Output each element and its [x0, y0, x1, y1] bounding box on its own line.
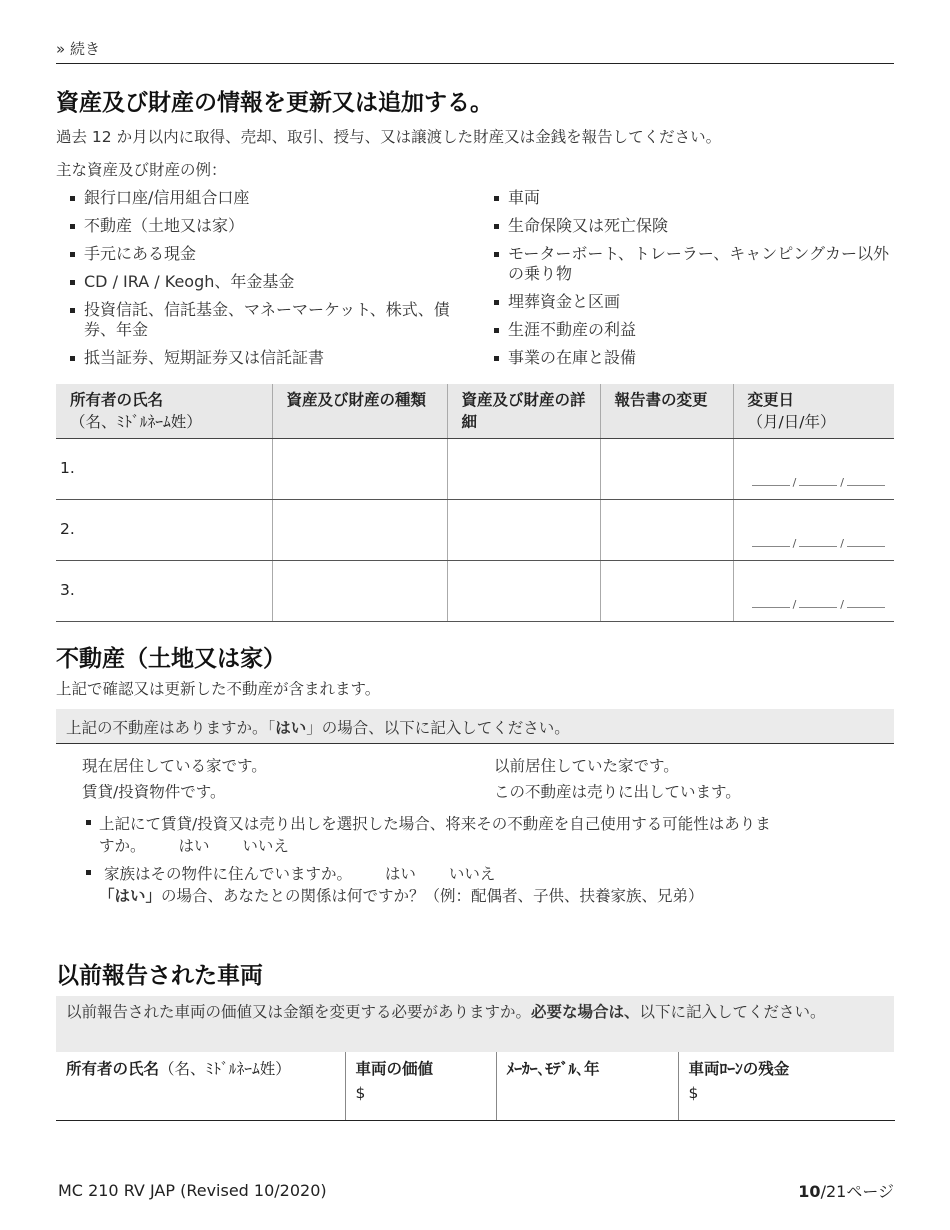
list-item: モーターボート、トレーラー、キャンピングカー以外の乗り物	[494, 244, 894, 284]
vehicles-question-band	[56, 996, 894, 1052]
type-cell[interactable]	[272, 561, 447, 622]
future-use-no[interactable]: いいえ	[242, 837, 289, 855]
real-estate-question: 上記の不動産はありますか。「はい」の場合、以下に記入してください。	[66, 719, 570, 737]
real-estate-question-band	[56, 709, 894, 744]
table-header-row	[56, 1052, 895, 1082]
detail-cell[interactable]	[447, 500, 600, 561]
list-item: 車両	[494, 188, 894, 208]
change-cell[interactable]	[600, 500, 733, 561]
option-for-sale[interactable]: この不動産は売りに出しています。	[494, 783, 741, 801]
page-number: 10/21ページ	[798, 1182, 894, 1201]
table-row	[56, 561, 894, 622]
future-use-question-cont: すか。 はい いいえ	[99, 837, 289, 855]
form-id: MC 210 RV JAP (Revised 10/2020)	[58, 1181, 327, 1200]
date-cell[interactable]: / /	[733, 561, 894, 622]
type-cell[interactable]	[272, 439, 447, 500]
table-row	[56, 500, 894, 561]
list-item: 生涯不動産の利益	[494, 320, 894, 340]
header-rule	[56, 63, 894, 64]
date-cell[interactable]: / /	[733, 439, 894, 500]
table-header-row	[56, 384, 894, 439]
list-item: 銀行口座/信用組合口座	[70, 188, 470, 208]
vehicle-loan-header: 車両ﾛｰﾝの残金	[688, 1060, 790, 1078]
list-item: CD / IRA / Keogh、年金基金	[70, 272, 470, 292]
list-item: 事業の在庫と設備	[494, 348, 894, 368]
col-owner-header: 所有者の氏名 （名、ﾐﾄﾞﾙﾈｰﾑ姓）	[56, 384, 272, 439]
real-estate-intro: 上記で確認又は更新した不動産が含まれます。	[56, 680, 381, 698]
relationship-question: 「はい」の場合、あなたとの関係は何ですか？（例：配偶者、子供、扶養家族、兄弟）	[99, 887, 704, 905]
detail-cell[interactable]	[447, 439, 600, 500]
list-item: 抵当証券、短期証券又は信託証書	[70, 348, 470, 368]
vehicle-value-cell[interactable]: $	[345, 1082, 496, 1121]
examples-list-left	[70, 188, 470, 376]
option-current-home[interactable]: 現在居住している家です。	[82, 757, 267, 775]
col-date-header: 変更日 （月/日/年）	[733, 384, 894, 439]
type-cell[interactable]	[272, 500, 447, 561]
col-change-header: 報告書の変更	[600, 384, 733, 439]
list-item: 埋葬資金と区画	[494, 292, 894, 312]
table-row	[56, 439, 894, 500]
list-item: 投資信託、信託基金、マネーマーケット、株式、債券、年金	[70, 300, 470, 340]
change-cell[interactable]	[600, 439, 733, 500]
change-cell[interactable]	[600, 561, 733, 622]
list-item: 不動産（土地又は家）	[70, 216, 470, 236]
col-detail-header: 資産及び財産の詳細	[447, 384, 600, 439]
col-type-header: 資産及び財産の種類	[272, 384, 447, 439]
vehicle-owner-cell[interactable]	[56, 1082, 345, 1121]
option-rental[interactable]: 賃貸/投資物件です。	[82, 783, 226, 801]
vehicles-table	[56, 1052, 895, 1121]
list-item: 生命保険又は死亡保険	[494, 216, 894, 236]
future-use-yes[interactable]: はい	[178, 837, 210, 855]
continued-label: » 続き	[56, 40, 100, 58]
examples-list-right	[494, 188, 894, 376]
owner-cell[interactable]: 3.	[56, 561, 272, 622]
vehicles-title: 以前報告された車両	[56, 963, 263, 989]
list-item: 手元にある現金	[70, 244, 470, 264]
option-former-home[interactable]: 以前居住していた家です。	[494, 757, 679, 775]
vehicle-value-header: 車両の価値	[345, 1052, 496, 1082]
vehicles-question: 以前報告された車両の価値又は金額を変更する必要がありますか。必要な場合は、以下に記入してください。	[66, 1003, 826, 1021]
owner-cell[interactable]: 1.	[56, 439, 272, 500]
detail-cell[interactable]	[447, 561, 600, 622]
assets-table	[56, 384, 894, 622]
vehicle-make-cell[interactable]	[496, 1082, 678, 1121]
vehicle-make-header: ﾒｰｶｰ､ﾓﾃﾞﾙ､年	[496, 1052, 678, 1082]
assets-examples-label: 主な資産及び財産の例：	[56, 161, 227, 179]
family-lives-question: 家族はその物件に住んでいますか。 はい いいえ	[86, 862, 495, 884]
family-lives-yes[interactable]: はい	[384, 865, 416, 883]
date-cell[interactable]: / /	[733, 500, 894, 561]
real-estate-title: 不動産（土地又は家）	[56, 646, 286, 672]
vehicle-owner-header: 所有者の氏名（名、ﾐﾄﾞﾙﾈｰﾑ姓）	[56, 1052, 345, 1082]
owner-cell[interactable]: 2.	[56, 500, 272, 561]
assets-intro: 過去 12 か月以内に取得、売却、取引、授与、又は譲渡した財産又は金銭を報告してください。	[56, 128, 722, 146]
vehicle-loan-cell[interactable]: $	[678, 1082, 895, 1121]
family-lives-no[interactable]: いいえ	[448, 865, 496, 883]
table-row	[56, 1082, 895, 1121]
future-use-question: 上記にて賃貸/投資又は売り出しを選択した場合、将来その不動産を自己使用する可能性はありま	[86, 812, 771, 834]
assets-section-title: 資産及び財産の情報を更新又は追加する。	[56, 90, 493, 116]
